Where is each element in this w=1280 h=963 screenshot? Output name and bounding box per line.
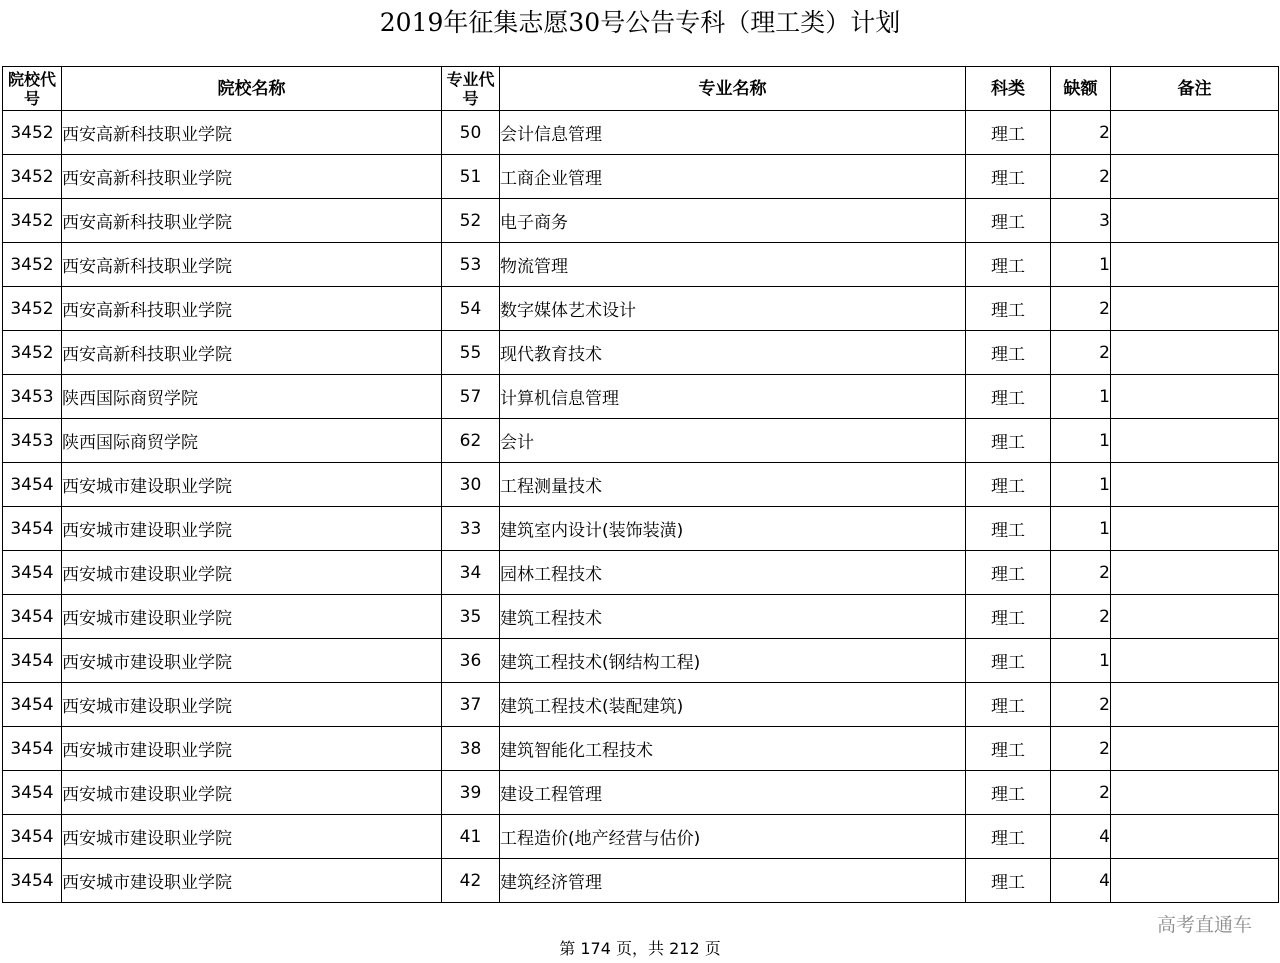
table-row	[3, 463, 1279, 507]
table-body	[3, 111, 1279, 903]
cell-school-name: 陕西国际商贸学院	[62, 375, 442, 419]
cell-school-code: 3453	[3, 419, 62, 463]
cell-remarks	[1111, 419, 1279, 463]
cell-remarks	[1111, 595, 1279, 639]
cell-major-code: 36	[442, 639, 500, 683]
table-row	[3, 199, 1279, 243]
cell-major-name: 会计	[500, 419, 966, 463]
cell-school-name: 西安城市建设职业学院	[62, 595, 442, 639]
cell-remarks	[1111, 287, 1279, 331]
cell-vacancies: 2	[1051, 155, 1111, 199]
cell-school-name: 西安高新科技职业学院	[62, 331, 442, 375]
cell-school-name: 西安城市建设职业学院	[62, 727, 442, 771]
cell-vacancies: 2	[1051, 595, 1111, 639]
cell-major-name: 建设工程管理	[500, 771, 966, 815]
cell-school-code: 3452	[3, 243, 62, 287]
cell-major-name: 现代教育技术	[500, 331, 966, 375]
cell-major-code: 50	[442, 111, 500, 155]
cell-category: 理工	[966, 375, 1051, 419]
header-remarks: 备注	[1111, 67, 1279, 111]
cell-category: 理工	[966, 727, 1051, 771]
table-row	[3, 111, 1279, 155]
cell-vacancies: 1	[1051, 463, 1111, 507]
cell-vacancies: 1	[1051, 375, 1111, 419]
cell-major-code: 54	[442, 287, 500, 331]
table-row	[3, 595, 1279, 639]
cell-major-code: 38	[442, 727, 500, 771]
cell-major-name: 建筑工程技术	[500, 595, 966, 639]
cell-school-name: 西安高新科技职业学院	[62, 199, 442, 243]
cell-school-code: 3454	[3, 859, 62, 903]
header-major-code: 专业代号	[442, 67, 500, 111]
table-row	[3, 727, 1279, 771]
watermark-text: 高考直通车	[1156, 914, 1252, 936]
cell-major-code: 39	[442, 771, 500, 815]
cell-major-code: 55	[442, 331, 500, 375]
header-school-name: 院校名称	[62, 67, 442, 111]
cell-category: 理工	[966, 551, 1051, 595]
cell-major-name: 工程测量技术	[500, 463, 966, 507]
table-row	[3, 287, 1279, 331]
table-row	[3, 771, 1279, 815]
cell-major-code: 52	[442, 199, 500, 243]
cell-major-code: 53	[442, 243, 500, 287]
cell-remarks	[1111, 331, 1279, 375]
cell-major-code: 57	[442, 375, 500, 419]
cell-major-code: 34	[442, 551, 500, 595]
cell-major-name: 电子商务	[500, 199, 966, 243]
cell-remarks	[1111, 639, 1279, 683]
cell-major-name: 会计信息管理	[500, 111, 966, 155]
header-school-code: 院校代号	[3, 67, 62, 111]
cell-remarks	[1111, 199, 1279, 243]
cell-school-name: 西安高新科技职业学院	[62, 111, 442, 155]
cell-major-name: 建筑智能化工程技术	[500, 727, 966, 771]
cell-major-name: 建筑工程技术(钢结构工程)	[500, 639, 966, 683]
cell-school-name: 西安城市建设职业学院	[62, 815, 442, 859]
cell-category: 理工	[966, 243, 1051, 287]
cell-vacancies: 1	[1051, 507, 1111, 551]
cell-school-code: 3452	[3, 287, 62, 331]
cell-school-code: 3454	[3, 771, 62, 815]
cell-vacancies: 2	[1051, 771, 1111, 815]
cell-remarks	[1111, 111, 1279, 155]
cell-school-code: 3454	[3, 595, 62, 639]
cell-school-code: 3452	[3, 155, 62, 199]
cell-category: 理工	[966, 595, 1051, 639]
cell-category: 理工	[966, 155, 1051, 199]
cell-remarks	[1111, 243, 1279, 287]
cell-remarks	[1111, 375, 1279, 419]
cell-school-code: 3452	[3, 199, 62, 243]
table-row	[3, 243, 1279, 287]
cell-school-name: 西安城市建设职业学院	[62, 859, 442, 903]
page-footer: 第 174 页，共 212 页	[559, 939, 721, 958]
cell-major-name: 建筑工程技术(装配建筑)	[500, 683, 966, 727]
cell-school-name: 西安高新科技职业学院	[62, 155, 442, 199]
cell-major-name: 数字媒体艺术设计	[500, 287, 966, 331]
cell-school-name: 西安城市建设职业学院	[62, 683, 442, 727]
cell-school-code: 3452	[3, 331, 62, 375]
cell-remarks	[1111, 727, 1279, 771]
cell-remarks	[1111, 551, 1279, 595]
enrollment-plan-table	[2, 66, 1279, 903]
cell-school-name: 陕西国际商贸学院	[62, 419, 442, 463]
cell-school-code: 3454	[3, 639, 62, 683]
cell-school-name: 西安城市建设职业学院	[62, 507, 442, 551]
cell-vacancies: 4	[1051, 815, 1111, 859]
cell-category: 理工	[966, 111, 1051, 155]
cell-vacancies: 2	[1051, 727, 1111, 771]
cell-major-code: 51	[442, 155, 500, 199]
table-row	[3, 155, 1279, 199]
cell-major-code: 41	[442, 815, 500, 859]
cell-remarks	[1111, 155, 1279, 199]
cell-school-name: 西安城市建设职业学院	[62, 551, 442, 595]
cell-category: 理工	[966, 771, 1051, 815]
cell-major-name: 工商企业管理	[500, 155, 966, 199]
cell-vacancies: 2	[1051, 683, 1111, 727]
cell-vacancies: 2	[1051, 111, 1111, 155]
header-category: 科类	[966, 67, 1051, 111]
cell-vacancies: 1	[1051, 243, 1111, 287]
cell-school-name: 西安高新科技职业学院	[62, 243, 442, 287]
cell-school-code: 3452	[3, 111, 62, 155]
cell-category: 理工	[966, 419, 1051, 463]
cell-vacancies: 2	[1051, 551, 1111, 595]
cell-school-code: 3454	[3, 815, 62, 859]
cell-remarks	[1111, 507, 1279, 551]
cell-category: 理工	[966, 287, 1051, 331]
table-row	[3, 507, 1279, 551]
cell-vacancies: 2	[1051, 331, 1111, 375]
cell-remarks	[1111, 815, 1279, 859]
cell-category: 理工	[966, 463, 1051, 507]
cell-school-name: 西安高新科技职业学院	[62, 287, 442, 331]
table-row	[3, 859, 1279, 903]
table-row	[3, 331, 1279, 375]
cell-remarks	[1111, 463, 1279, 507]
cell-major-name: 物流管理	[500, 243, 966, 287]
cell-major-code: 33	[442, 507, 500, 551]
table-row	[3, 639, 1279, 683]
cell-school-code: 3454	[3, 683, 62, 727]
header-major-name: 专业名称	[500, 67, 966, 111]
cell-major-code: 42	[442, 859, 500, 903]
cell-vacancies: 1	[1051, 419, 1111, 463]
cell-major-name: 工程造价(地产经营与估价)	[500, 815, 966, 859]
cell-category: 理工	[966, 815, 1051, 859]
cell-school-code: 3454	[3, 727, 62, 771]
cell-remarks	[1111, 859, 1279, 903]
cell-school-code: 3454	[3, 551, 62, 595]
cell-school-code: 3454	[3, 463, 62, 507]
cell-major-name: 建筑经济管理	[500, 859, 966, 903]
cell-major-code: 62	[442, 419, 500, 463]
table-row	[3, 419, 1279, 463]
cell-vacancies: 3	[1051, 199, 1111, 243]
table-row	[3, 683, 1279, 727]
cell-major-code: 35	[442, 595, 500, 639]
table-row	[3, 375, 1279, 419]
cell-vacancies: 2	[1051, 287, 1111, 331]
page-title: 2019年征集志愿30号公告专科（理工类）计划	[379, 8, 901, 37]
cell-category: 理工	[966, 859, 1051, 903]
cell-category: 理工	[966, 507, 1051, 551]
cell-major-code: 37	[442, 683, 500, 727]
cell-vacancies: 4	[1051, 859, 1111, 903]
table-row	[3, 815, 1279, 859]
cell-school-code: 3454	[3, 507, 62, 551]
cell-category: 理工	[966, 639, 1051, 683]
cell-major-name: 园林工程技术	[500, 551, 966, 595]
cell-category: 理工	[966, 331, 1051, 375]
cell-school-name: 西安城市建设职业学院	[62, 771, 442, 815]
cell-vacancies: 1	[1051, 639, 1111, 683]
cell-remarks	[1111, 683, 1279, 727]
cell-major-name: 计算机信息管理	[500, 375, 966, 419]
cell-category: 理工	[966, 683, 1051, 727]
cell-major-code: 30	[442, 463, 500, 507]
table-row	[3, 551, 1279, 595]
cell-school-name: 西安城市建设职业学院	[62, 463, 442, 507]
cell-category: 理工	[966, 199, 1051, 243]
cell-school-name: 西安城市建设职业学院	[62, 639, 442, 683]
cell-major-name: 建筑室内设计(装饰装潢)	[500, 507, 966, 551]
table-header-row	[3, 67, 1279, 111]
cell-remarks	[1111, 771, 1279, 815]
header-vacancies: 缺额	[1051, 67, 1111, 111]
cell-school-code: 3453	[3, 375, 62, 419]
